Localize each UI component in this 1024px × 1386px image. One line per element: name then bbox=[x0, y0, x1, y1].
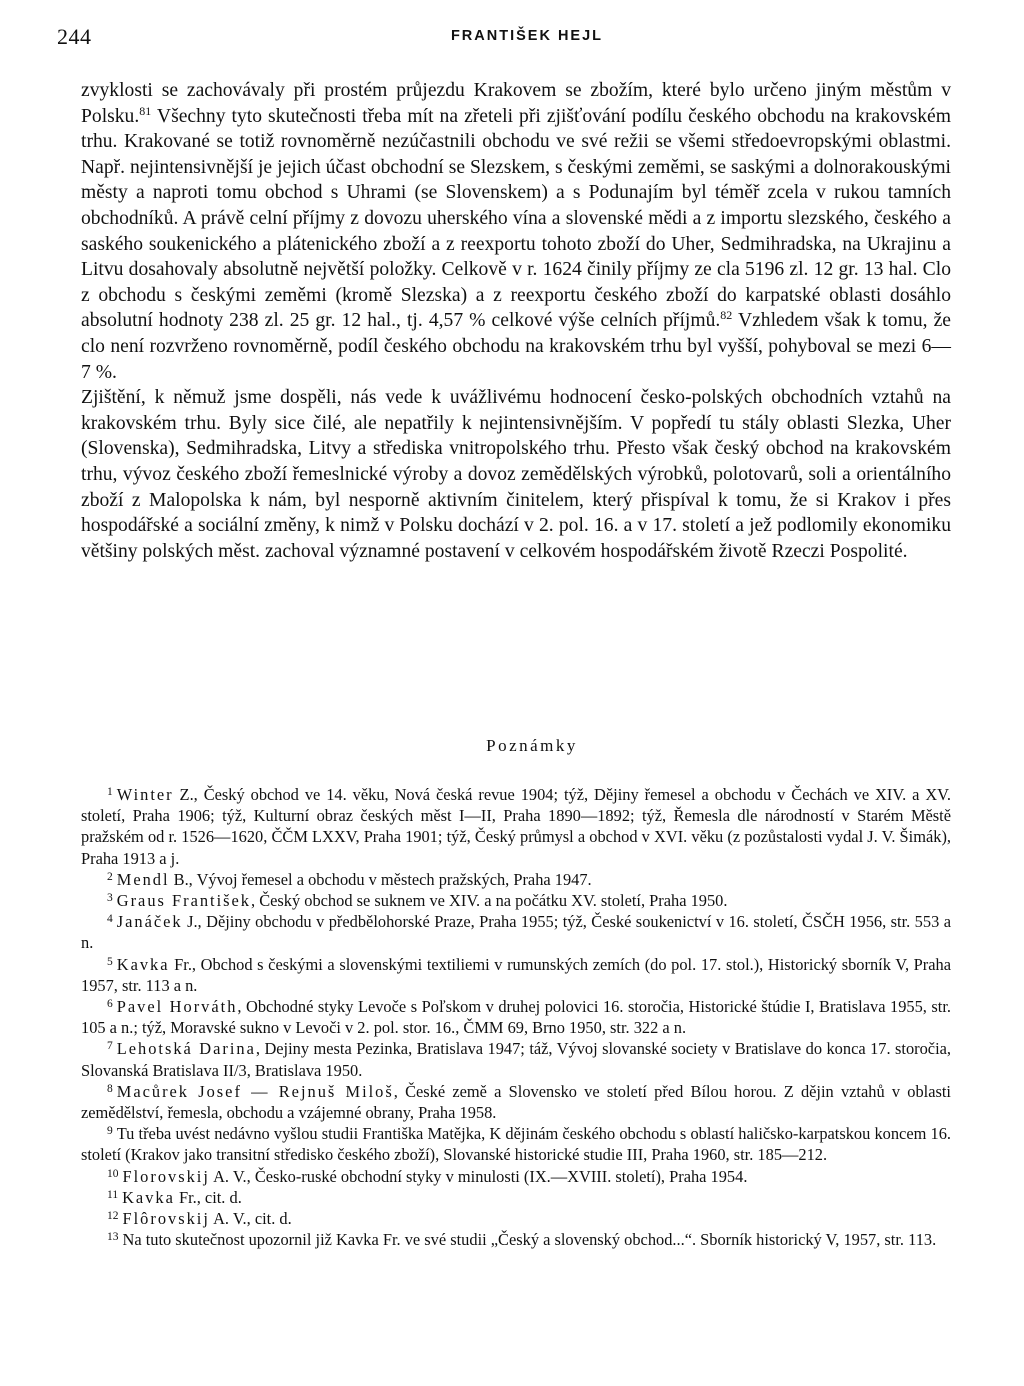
main-text bbox=[81, 78, 951, 564]
paragraph-1-part-b: Všechny tyto skutečnosti třeba mít na zřeteli při zjišťování podílu českého obchodu na krakovském trhu. Krakované se totiž rovnoměrně nezúčastnili obchodu ve své režii se všemi středoevropskými oblastmi. Např. nejintensivnější je jejich účast obchodní se Slezskem, s českými zeměmi, se saskými a dolnorakouskými městy a naproti tomu obchod s Uhrami (se Slovenskem) a s Podunajím byl téměř zcela v rukou tamních obchodníků. A právě celní příjmy z dovozu uherského vína a slovenské mědi a z importu slezského, českého a saského soukenického a plátenického zboží a z reexportu tohoto zboží do Uher, Sedmihradska, na Ukrajinu a Litvu dosahovaly absolutně největší položky. Celkově v r. 1624 činily příjmy ze cla 5196 zl. 12 gr. 13 hal. Clo z obchodu s českými zeměmi (kromě Slezska) a z reexportu českého zboží do karpatské oblasti dosáhlo absolutní hodnoty 238 zl. 25 gr. 12 hal., tj. 4,57 % celkové výše celních příjmů. bbox=[81, 105, 951, 332]
page-number: 244 bbox=[57, 24, 92, 49]
footnote-text: Z., Český obchod ve 14. věku, Nová česká revue 1904; týž, Dějiny řemesel a obchodu v Čechách ve XIV. a XV. století, Praha 1906; týž, Kulturní obraz českých měst I—II, Praha 1890—1892; týž, Řemesla dle národností v Starém Městě pražském od r. 1526—1620, ČČM LXXV, Praha 1901; týž, Český průmysl a obchod v XVI. věku (z pozůstalosti vydal J. V. Šimák), Praha 1913 a j. bbox=[81, 785, 951, 868]
footnote-text: Tu třeba uvést nedávno vyšlou studii Františka Matějka, K dějinám českého obchodu s oblastí haličsko-karpatskou koncem 16. století (Krakov jako transitní středisko českého zboží), Slovanské historické studie III, Praha 1960, str. 185—212. bbox=[81, 1124, 951, 1165]
footnote-number: 6 bbox=[107, 998, 113, 1011]
footnote bbox=[81, 1038, 951, 1080]
footnote-author: Lehotská Darina bbox=[116, 1039, 256, 1059]
footnote-number: 2 bbox=[107, 870, 113, 883]
footnote-ref-81: 81 bbox=[139, 103, 152, 118]
footnote-text: , Český obchod se suknem ve XIV. a na počátku XV. století, Praha 1950. bbox=[251, 891, 728, 911]
footnote-text: , Dejiny mesta Pezinka, Bratislava 1947; táž, Vývoj slovanské society v Bratislave do konca 17. storočia, Slovanská Bratislava II/3, Bratislava 1950. bbox=[81, 1039, 951, 1080]
footnote bbox=[81, 1187, 951, 1208]
footnote bbox=[81, 1208, 951, 1229]
footnote-number: 13 bbox=[107, 1231, 119, 1244]
paragraph-1-part-c: Vzhledem však k tomu, že clo není rozvrženo rovnoměrně, podíl českého obchodu na krakovském trhu byl vyšší, pohyboval se mezi 6—7 %. bbox=[81, 310, 951, 383]
footnote-number: 8 bbox=[107, 1082, 113, 1095]
footnote-text: Na tuto skutečnost upozornil již Kavka Fr. ve své studii „Český a slovenský obchod...“. Sborník historický V, 1957, str. 113. bbox=[122, 1230, 937, 1250]
footnote-ref-82: 82 bbox=[720, 308, 733, 323]
footnote-number: 7 bbox=[107, 1040, 113, 1053]
footnote-number: 10 bbox=[107, 1167, 119, 1180]
footnote-author: Kavka bbox=[116, 954, 170, 974]
footnote-author: Kavka bbox=[122, 1187, 175, 1207]
footnote bbox=[81, 1081, 951, 1123]
footnote-number: 3 bbox=[107, 892, 113, 905]
paragraph-1 bbox=[81, 78, 951, 385]
footnote-author: Flôrovskij bbox=[122, 1209, 210, 1229]
footnote-text: , Obchodné styky Levoče s Poľskom v druhej polovici 16. storočia, Historické štúdie I, Bratislava 1955, str. 105 a n.; týž, Moravské sukno v Levoči v 2. pol. stor. 16., ČMM 69, Brno 1950, str. 322 a n. bbox=[81, 997, 951, 1038]
paragraph-2: Zjištění, k němuž jsme dospěli, nás vede k uvážlivému hodnocení česko-polských obchodních vztahů na krakovském trhu. Byly sice čilé, ale nepatřily k nejintensivnějším. V popředí tu stály oblasti Slezka, Uher (Slovenska), Sedmihradska, Litvy a střediska vnitropolského trhu. Přesto však český obchod na krakovském trhu, vývoz českého zboží řemeslnické výroby a dovoz zemědělských výrobků, polotovarů, soli a orientálního zboží z Malopolska k nám, byl nesporně aktivním činitelem, který přispíval k tomu, že si Krakov i přes hospodářské a sociální změny, k nimž v Polsku dochází v 2. pol. 16. a v 17. století a jež podlomily ekonomiku většiny polských měst. zachoval významné postavení v celkovém hospodářském životě Rzeczi Pospolité. bbox=[81, 387, 951, 562]
footnote bbox=[81, 996, 951, 1038]
footnotes bbox=[81, 784, 951, 1250]
footnote bbox=[81, 1166, 951, 1187]
footnote-author: Florovskij bbox=[122, 1166, 210, 1186]
footnote-author: Graus František bbox=[116, 891, 251, 911]
footnote-number: 4 bbox=[107, 913, 113, 926]
footnote-text: A. V., cit. d. bbox=[209, 1209, 292, 1229]
footnote-author: Pavel Horváth bbox=[116, 997, 238, 1017]
footnote-text: A. V., Česko-ruské obchodní styky v minulosti (IX.—XVIII. století), Praha 1954. bbox=[209, 1166, 748, 1186]
footnote-author: Mendl bbox=[116, 869, 170, 889]
footnote bbox=[81, 1229, 951, 1250]
footnote bbox=[81, 869, 951, 890]
footnote-text: Fr., cit. d. bbox=[174, 1187, 242, 1207]
footnote-text: B., Vývoj řemesel a obchodu v městech pražských, Praha 1947. bbox=[169, 869, 592, 889]
footnote-number: 1 bbox=[107, 786, 113, 798]
running-title: FRANTIŠEK HEJL bbox=[450, 28, 604, 44]
footnote-text: Fr., Obchod s českými a slovenskými textiliemi v rumunských zemích (do pol. 17. stol.), Historický sborník V, Praha 1957, str. 113 a n. bbox=[81, 954, 951, 995]
footnote bbox=[81, 1123, 951, 1165]
footnote-author: Macůrek Josef — Rejnuš Miloš bbox=[116, 1081, 394, 1101]
footnote-number: 5 bbox=[107, 955, 113, 968]
paragraph-1-part-a: zvyklosti se zachovávaly při prostém průjezdu Krakovem se zbožím, které bylo určeno jiným městům v Polsku. bbox=[81, 80, 951, 127]
footnote-number: 11 bbox=[107, 1188, 119, 1201]
footnote bbox=[81, 784, 951, 869]
notes-heading: Poznámky bbox=[486, 736, 578, 755]
footnote-author: Winter bbox=[116, 785, 174, 804]
footnote bbox=[81, 954, 951, 996]
footnote-text: J., Dějiny obchodu v předbělohorské Praze, Praha 1955; týž, České soukenictví v 16. století, ČSČH 1956, str. 553 a n. bbox=[81, 912, 951, 953]
footnote-text: , České země a Slovensko ve století před Bílou horou. Z dějin vztahů v oblasti zemědělství, řemesla, obchodu a vzájemné obrany, Praha 1958. bbox=[81, 1081, 951, 1123]
footnote bbox=[81, 890, 951, 911]
footnote-number: 12 bbox=[107, 1210, 119, 1223]
footnote bbox=[81, 911, 951, 953]
footnote-number: 9 bbox=[107, 1125, 113, 1138]
footnote-author: Janáček bbox=[116, 912, 183, 932]
